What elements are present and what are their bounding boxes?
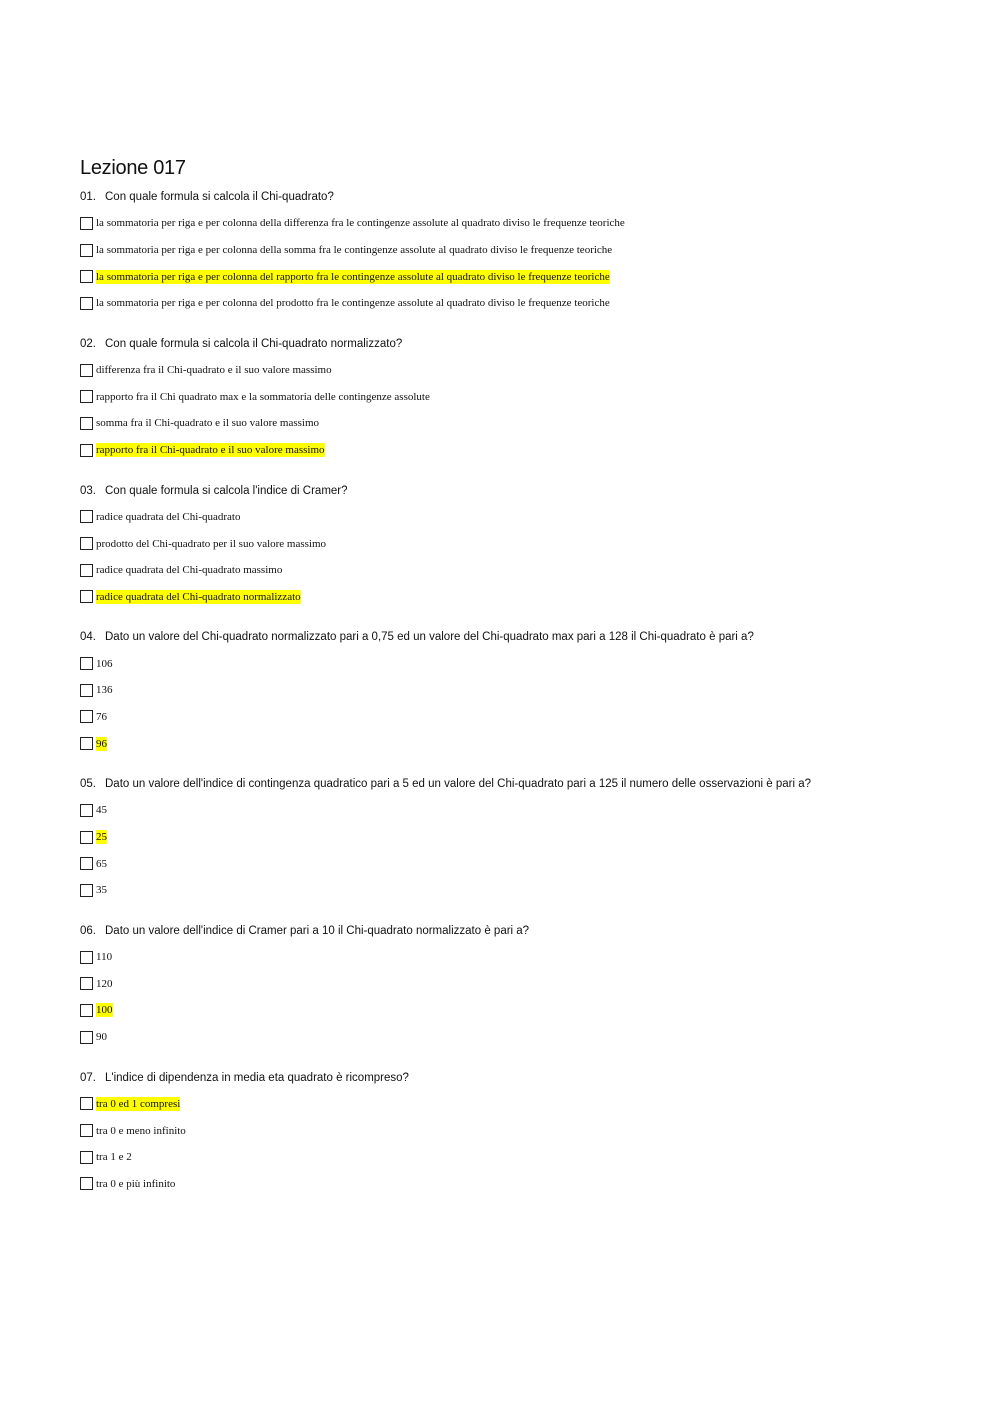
answer-option[interactable] (80, 650, 940, 677)
question-number: 03. (80, 484, 96, 497)
answer-option[interactable] (80, 1171, 940, 1198)
question-heading (80, 921, 940, 941)
question-7 (80, 1068, 940, 1198)
answer-text-highlighted: 96 (96, 737, 107, 750)
checkbox[interactable] (80, 804, 93, 817)
answer-option[interactable] (80, 730, 940, 757)
answer-option[interactable] (80, 677, 940, 704)
answer-text: tra 0 e più infinito (96, 1177, 176, 1190)
answer-text: 136 (96, 684, 113, 697)
answer-text-highlighted: 100 (96, 1004, 113, 1017)
answer-text: prodotto del Chi-quadrato per il suo valore massimo (96, 537, 327, 550)
question-6 (80, 921, 940, 1051)
answer-option[interactable] (80, 290, 940, 317)
question-text: L'indice di dipendenza in media eta quadrato è ricompreso? (105, 1071, 409, 1084)
answer-text: differenza fra il Chi-quadrato e il suo valore massimo (96, 364, 332, 377)
checkbox[interactable] (80, 737, 93, 750)
question-heading (80, 481, 940, 501)
answer-text: radice quadrata del Chi-quadrato massimo (96, 564, 283, 577)
question-number: 07. (80, 1071, 96, 1084)
checkbox[interactable] (80, 884, 93, 897)
quiz-page (80, 155, 940, 1214)
answer-text: somma fra il Chi-quadrato e il suo valore massimo (96, 417, 320, 430)
checkbox[interactable] (80, 297, 93, 310)
answer-text: 76 (96, 710, 107, 723)
checkbox[interactable] (80, 951, 93, 964)
checkbox[interactable] (80, 217, 93, 230)
answer-text: 110 (96, 951, 113, 964)
answer-option[interactable] (80, 1144, 940, 1171)
question-heading (80, 774, 940, 794)
answer-option[interactable] (80, 970, 940, 997)
checkbox[interactable] (80, 244, 93, 257)
question-1 (80, 187, 940, 317)
question-number: 05. (80, 778, 96, 790)
answer-text: 120 (96, 977, 113, 990)
answer-text-highlighted: 25 (96, 831, 107, 844)
answer-text: tra 1 e 2 (96, 1151, 132, 1164)
answer-option[interactable] (80, 357, 940, 384)
checkbox[interactable] (80, 977, 93, 990)
question-2 (80, 334, 940, 464)
question-5 (80, 774, 940, 904)
answer-text-highlighted: la sommatoria per riga e per colonna del rapporto fra le contingenze assolute al quadrato diviso le frequenze teoriche (96, 270, 610, 283)
question-text: Dato un valore del Chi-quadrato normalizzato pari a 0,75 ed un valore del Chi-quadrato max pari a 128 il Chi-quadrato è pari a? (105, 631, 754, 644)
answer-text: 45 (96, 804, 107, 817)
answer-option[interactable] (80, 437, 940, 464)
answer-option[interactable] (80, 410, 940, 437)
answer-option[interactable] (80, 584, 940, 611)
answer-text-highlighted: rapporto fra il Chi-quadrato e il suo valore massimo (96, 444, 325, 457)
checkbox[interactable] (80, 417, 93, 430)
question-heading (80, 334, 940, 354)
answer-text: tra 0 e meno infinito (96, 1124, 186, 1137)
answer-text-highlighted: radice quadrata del Chi-quadrato normalizzato (96, 590, 301, 603)
question-text: Con quale formula si calcola il Chi-quadrato? (105, 191, 334, 203)
answer-text-highlighted: tra 0 ed 1 compresi (96, 1097, 181, 1110)
answer-option[interactable] (80, 504, 940, 531)
question-number: 04. (80, 631, 96, 644)
question-heading (80, 627, 940, 647)
answer-text: 90 (96, 1031, 107, 1044)
checkbox[interactable] (80, 510, 93, 523)
answer-text: la sommatoria per riga e per colonna della differenza fra le contingenze assolute al quadrato diviso le frequenze teoriche (96, 217, 625, 230)
answer-option[interactable] (80, 997, 940, 1024)
question-heading (80, 187, 940, 207)
checkbox[interactable] (80, 444, 93, 457)
answer-option[interactable] (80, 877, 940, 904)
answer-text: 35 (96, 884, 107, 897)
answer-text: rapporto fra il Chi quadrato max e la sommatoria delle contingenze assolute (96, 390, 430, 403)
answer-option[interactable] (80, 850, 940, 877)
checkbox[interactable] (80, 1124, 93, 1137)
answer-text: 106 (96, 657, 113, 670)
checkbox[interactable] (80, 710, 93, 723)
checkbox[interactable] (80, 270, 93, 283)
question-text: Con quale formula si calcola il Chi-quadrato normalizzato? (105, 337, 403, 350)
question-number: 02. (80, 337, 96, 350)
question-number: 01. (80, 191, 96, 203)
question-4 (80, 627, 940, 757)
answer-option[interactable] (80, 797, 940, 824)
checkbox[interactable] (80, 364, 93, 377)
answer-option[interactable] (80, 383, 940, 410)
answer-option[interactable] (80, 237, 940, 264)
question-heading (80, 1068, 940, 1088)
checkbox[interactable] (80, 390, 93, 403)
checkbox[interactable] (80, 1031, 93, 1044)
question-text: Dato un valore dell'indice di contingenza quadratico pari a 5 ed un valore del Chi-quadrato pari a 125 il numero delle osservazioni è pari a? (105, 778, 812, 790)
answer-option[interactable] (80, 944, 940, 971)
checkbox[interactable] (80, 1151, 93, 1164)
answer-option[interactable] (80, 530, 940, 557)
checkbox[interactable] (80, 1177, 93, 1190)
checkbox[interactable] (80, 857, 93, 870)
answer-text: radice quadrata del Chi-quadrato (96, 510, 241, 523)
answer-option[interactable] (80, 1091, 940, 1118)
answer-option[interactable] (80, 210, 940, 237)
question-list (80, 187, 940, 1197)
answer-text: la sommatoria per riga e per colonna della somma fra le contingenze assolute al quadrato diviso le frequenze teoriche (96, 244, 613, 257)
checkbox[interactable] (80, 537, 93, 550)
question-text: Con quale formula si calcola l'indice di Cramer? (105, 484, 348, 497)
checkbox[interactable] (80, 1004, 93, 1017)
answer-option[interactable] (80, 824, 940, 851)
question-number: 06. (80, 924, 96, 937)
answer-option[interactable] (80, 263, 940, 290)
answer-text: la sommatoria per riga e per colonna del prodotto fra le contingenze assolute al quadrato diviso le frequenze teoriche (96, 297, 610, 310)
page-title: Lezione 017 (80, 157, 186, 179)
checkbox[interactable] (80, 1097, 93, 1110)
answer-option[interactable] (80, 704, 940, 731)
answer-text: 65 (96, 857, 107, 870)
answer-option[interactable] (80, 1117, 940, 1144)
checkbox[interactable] (80, 657, 93, 670)
question-3 (80, 481, 940, 611)
checkbox[interactable] (80, 684, 93, 697)
answer-option[interactable] (80, 1024, 940, 1051)
checkbox[interactable] (80, 564, 93, 577)
question-text: Dato un valore dell'indice di Cramer pari a 10 il Chi-quadrato normalizzato è pari a? (105, 924, 530, 937)
checkbox[interactable] (80, 831, 93, 844)
answer-option[interactable] (80, 557, 940, 584)
checkbox[interactable] (80, 590, 93, 603)
